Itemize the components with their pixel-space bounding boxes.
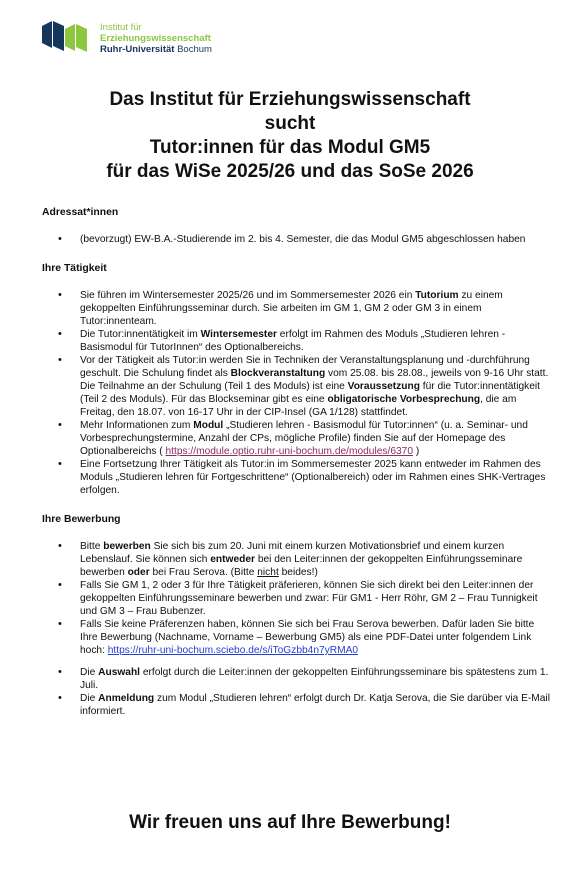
section-heading: Adressat*innen	[42, 207, 119, 218]
list-item: • Bitte bewerben Sie sich bis zum 20. Juni mit einem kurzen Motivationsbrief und einem kurzen Lebenslauf. Sie können sich entweder bei den Leiter:innen der gekoppelten Einführungsseminare bewerben oder bei Frau Serova. (Bitte nicht beides!)	[42, 540, 552, 579]
main-content	[42, 206, 552, 734]
logo-line-institute: Institut für	[100, 22, 142, 33]
list-item: • Falls Sie keine Präferenzen haben, können Sie sich bei Frau Serova bewerben. Dafür laden Sie bitte Ihre Bewerbung (Nachname, Vorname – Bewerbung GM5) als eine PDF-Datei unter folgendem Link hoch: https://ruhr-uni-bochum.sciebo.de/s/iToGzbb4n7yRMA0	[42, 618, 552, 657]
list-item: • Vor der Tätigkeit als Tutor:in werden Sie in Techniken der Veranstaltungsplanung und -durchführung geschult. Die Schulung findet als Blockveranstaltung vom 25.08. bis 28.08., jeweils von 9-16 Uhr statt. Die Teilnahme an der Schulung (Teil 1 des Moduls) ist eine Voraussetzung für die Tutor:innentätigkeit (Teil 2 des Moduls). Für das Blockseminar gibt es eine obligatorische Vorbesprechung, die am Freitag, den 18.07. von 16-17 Uhr in der CIP-Insel (GA 1/128) stattfindet.	[42, 354, 552, 419]
list-item: • (bevorzugt) EW-B.A.-Studierende im 2. bis 4. Semester, die das Modul GM5 abgeschlossen haben	[42, 233, 552, 246]
list-item: • Die Tutor:innentätigkeit im Wintersemester erfolgt im Rahmen des Moduls „Studieren lehren - Basismodul für TutorInnen“ des Optionalbereichs.	[42, 328, 552, 354]
title-line-4: für das WiSe 2025/26 und das SoSe 2026	[106, 161, 474, 182]
list-item: • Sie führen im Wintersemester 2025/26 und im Sommersemester 2026 ein Tutorium zu einem gekoppelten Einführungsseminar durch. Sie arbeiten im GM 1, GM 2 oder GM 3 in einem Tutor:innenteam.	[42, 289, 552, 328]
title-line-2: sucht	[264, 113, 316, 134]
closing-statement: Wir freuen uns auf Ihre Bewerbung!	[129, 812, 451, 833]
institute-logo	[42, 18, 212, 55]
section-heading: Ihre Bewerbung	[42, 514, 121, 525]
logo-line-university: Ruhr-Universität Bochum	[100, 44, 212, 55]
section-taetigkeit	[42, 262, 552, 497]
page-title	[30, 88, 550, 184]
list-item: • Eine Fortsetzung Ihrer Tätigkeit als Tutor:in im Sommersemester 2025 kann entweder im Rahmen des Moduls „Studieren lehren für Fortgeschrittene“ (Optionalbereich) oder im Rahmen eines SHK-Vertrages erfolgen.	[42, 458, 552, 497]
title-line-1: Das Institut für Erziehungswissenschaft	[109, 89, 471, 110]
title-line-3: Tutor:innen für das Modul GM5	[149, 137, 431, 158]
section-bewerbung	[42, 513, 552, 718]
list-item: • Mehr Informationen zum Modul „Studieren lehren - Basismodul für Tutor:innen“ (u. a. Seminar- und Vorbesprechungstermine, Anzahl der CPs, mögliche Profile) finden Sie auf der Homepage des Optionalbereichs ( https://module.optio.ruhr-uni-bochum.de/modules/6370 )	[42, 419, 552, 458]
optionalbereich-module-link[interactable]: https://module.optio.ruhr-uni-bochum.de/modules/6370	[165, 446, 413, 457]
section-heading: Ihre Tätigkeit	[42, 263, 107, 274]
list-item: • Falls Sie GM 1, 2 oder 3 für Ihre Tätigkeit präferieren, können Sie sich direkt bei den Leiter:innen der gekoppelten Einführungsseminare bewerben und zwar: Für GM1 - Herr Röhr, GM 2 – Frau Tunnigkeit und GM 3 – Frau Bubenzer.	[42, 579, 552, 618]
list-item: • Die Anmeldung zum Modul „Studieren lehren“ erfolgt durch Dr. Katja Serova, die Sie darüber via E-Mail informiert.	[42, 692, 552, 718]
logo-line-department: Erziehungswissenschaft	[100, 33, 211, 44]
list-item: • Die Auswahl erfolgt durch die Leiter:innen der gekoppelten Einführungsseminare bis spätestens zum 1. Juli.	[42, 666, 552, 692]
logo-wordmark	[100, 22, 212, 55]
section-adressat	[42, 206, 552, 246]
sciebo-upload-link[interactable]: https://ruhr-uni-bochum.sciebo.de/s/iToGzbb4n7yRMA0	[107, 645, 359, 656]
ies-logo-icon	[42, 18, 92, 54]
